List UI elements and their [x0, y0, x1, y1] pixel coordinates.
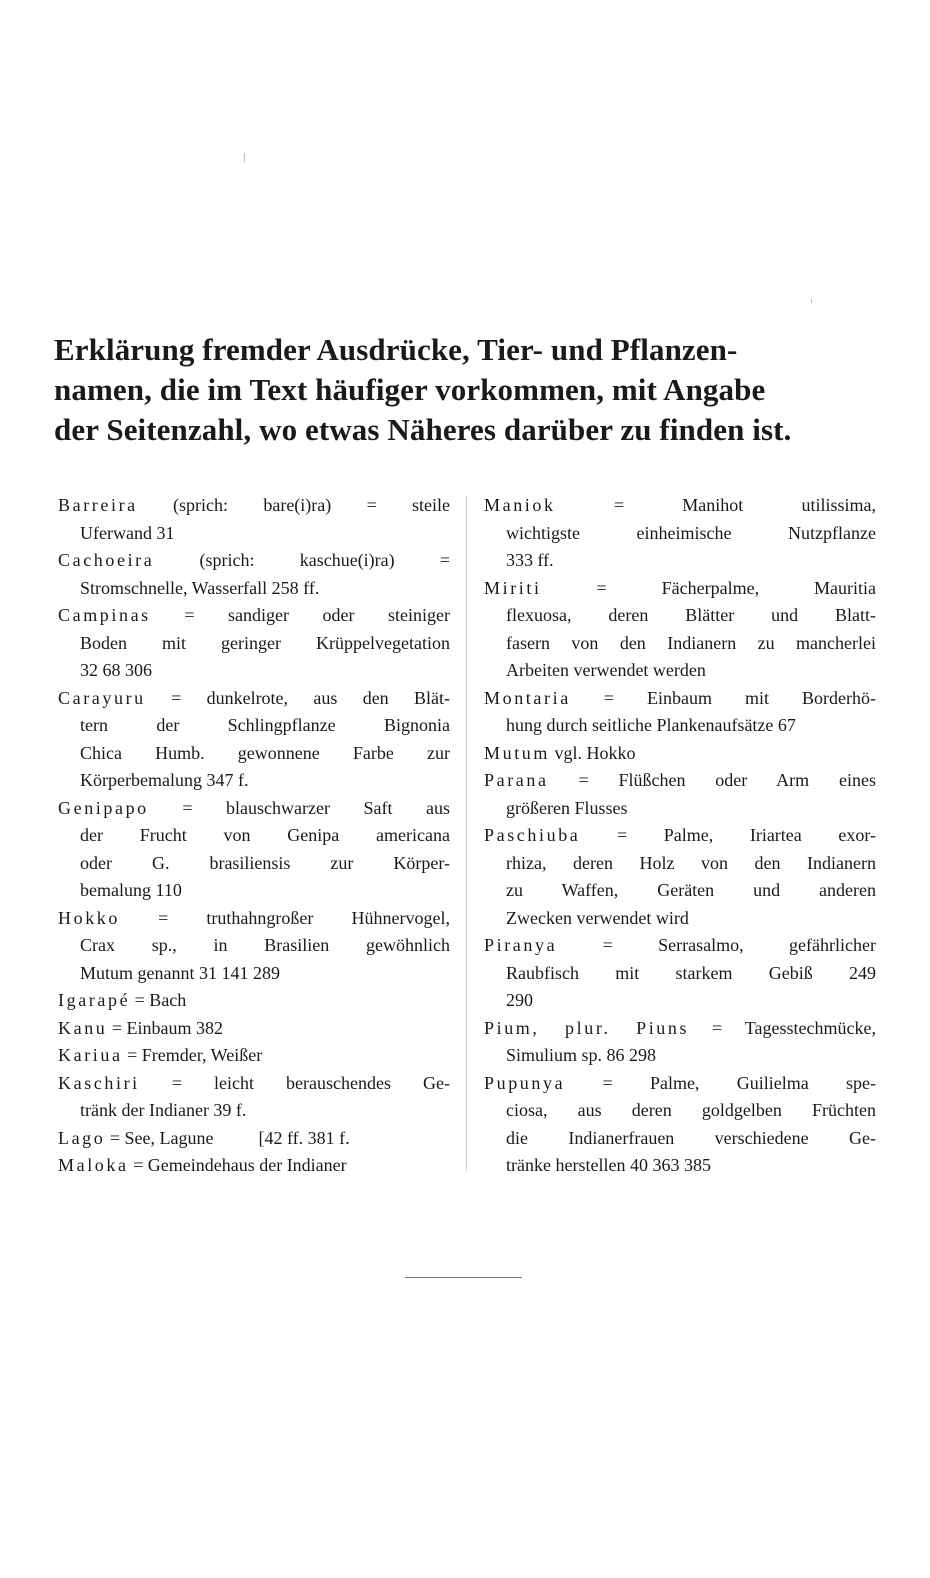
- glossary-term: Cachoeira: [58, 550, 155, 570]
- glossary-term: Parana: [484, 770, 549, 790]
- glossary-definition: = Fächerpalme, Mauritia: [541, 577, 876, 598]
- glossary-continuation-line: Arbeiten verwendet werden: [506, 660, 706, 680]
- glossary-definition: = Einbaum 382: [107, 1017, 224, 1038]
- glossary-continuation-line: zu Waffen, Geräten und anderen: [506, 880, 876, 900]
- glossary-left-column: [58, 492, 450, 1180]
- glossary-continuation-line: Stromschnelle, Wasserfall 258 ff.: [80, 577, 320, 598]
- glossary-continuation-line: hung durch seitliche Plankenaufsätze 67: [506, 715, 796, 735]
- footer-rule: [405, 1277, 522, 1278]
- glossary-continuation-line: Körperbemalung 347 f.: [80, 770, 249, 790]
- glossary-term: Lago: [58, 1127, 106, 1148]
- glossary-term: Carayuru: [58, 687, 146, 708]
- glossary-right-column: [484, 492, 876, 1180]
- glossary-entry: [484, 822, 876, 932]
- glossary-term: Piranya: [484, 935, 558, 955]
- glossary-term: Kanu: [58, 1017, 108, 1038]
- glossary-term: Genipapo: [58, 797, 149, 818]
- heading-line: namen, die im Text häufiger vorkommen, mit Angabe: [54, 372, 766, 407]
- glossary-entry: [58, 492, 450, 547]
- glossary-entry-line: [484, 740, 876, 768]
- glossary-definition: = blauschwarzer Saft aus: [148, 797, 450, 818]
- glossary-continuation-line: Boden mit geringer Krüppelvegetation: [80, 632, 450, 653]
- glossary-continuation-line: Raubfisch mit starkem Gebiß 249: [506, 962, 876, 983]
- glossary-entry: [58, 547, 450, 602]
- glossary-definition: = Einbaum mit Borderhö-: [570, 687, 876, 708]
- glossary-continuation-line: rhiza, deren Holz von den Indianern: [506, 852, 876, 873]
- glossary-term: Maloka: [58, 1155, 129, 1175]
- glossary-definition: = Bach: [130, 990, 187, 1010]
- glossary-entry: [58, 905, 450, 988]
- glossary-term: Barreira: [58, 495, 138, 515]
- glossary-definition: = Serrasalmo, gefährlicher: [557, 935, 876, 955]
- glossary-entry-line: [58, 492, 450, 520]
- glossary-continuation-line: tränk der Indianer 39 f.: [80, 1100, 247, 1120]
- glossary-entry-line: [484, 685, 876, 713]
- glossary-continuation-line: Crax sp., in Brasilien gewöhnlich: [80, 935, 450, 955]
- glossary-entry: [58, 685, 450, 795]
- glossary-entry-line: [58, 1070, 450, 1098]
- glossary-entry: [484, 740, 876, 768]
- glossary-definition: = Tagesstechmücke,: [689, 1017, 876, 1038]
- glossary-entry-line: [58, 1125, 450, 1153]
- glossary-term: Montaria: [484, 687, 571, 708]
- glossary-term: Kaschiri: [58, 1072, 140, 1093]
- glossary-continuation-line: Simulium sp. 86 298: [506, 1045, 657, 1065]
- glossary-definition: = leicht berauschendes Ge-: [139, 1072, 450, 1093]
- glossary-term: Miriti: [484, 577, 542, 598]
- glossary-term: Paschiuba: [484, 825, 581, 845]
- glossary-continuation-line: oder G. brasiliensis zur Körper-: [80, 852, 450, 873]
- glossary-entry: [484, 932, 876, 1015]
- glossary-entry: [484, 685, 876, 740]
- heading-line: Erklärung fremder Ausdrücke, Tier- und Pflanzen-: [54, 332, 738, 367]
- glossary-definition: = sandiger oder steiniger: [150, 605, 450, 625]
- glossary-entry: [58, 1070, 450, 1125]
- glossary-entry-line: [484, 492, 876, 520]
- glossary-definition: (sprich: kaschue(i)ra) =: [154, 550, 450, 570]
- glossary-entry: [58, 1015, 450, 1043]
- glossary-continuation-line: der Frucht von Genipa americana: [80, 825, 450, 845]
- glossary-entry-line: [58, 905, 450, 933]
- glossary-term: Campinas: [58, 605, 151, 625]
- glossary-entry-line: [58, 602, 450, 630]
- glossary-definition: = Flüßchen oder Arm eines: [548, 770, 876, 790]
- glossary-entry-line: [484, 1070, 876, 1098]
- glossary-term: Pupunya: [484, 1072, 566, 1093]
- glossary-term: Kariua: [58, 1045, 123, 1065]
- glossary-entry-line: [58, 1015, 450, 1043]
- glossary-definition: vgl. Hokko: [550, 742, 636, 763]
- glossary-entry-line: [484, 822, 876, 850]
- glossary-definition: = See, Lagune [42 ff. 381 f.: [105, 1127, 350, 1148]
- glossary-entry-line: [58, 1152, 450, 1180]
- glossary-entry-line: [58, 1042, 450, 1070]
- glossary-term: Igarapé: [58, 990, 131, 1010]
- glossary-definition: = Gemeindehaus der Indianer: [128, 1155, 347, 1175]
- glossary-definition: = Fremder, Weißer: [122, 1045, 263, 1065]
- glossary-term: Maniok: [484, 495, 556, 515]
- glossary-continuation-line: bemalung 110: [80, 880, 182, 900]
- glossary-entry: [484, 492, 876, 575]
- glossary-continuation-line: Uferwand 31: [80, 522, 175, 543]
- glossary-continuation-line: wichtigste einheimische Nutzpflanze: [506, 522, 876, 543]
- glossary-entry-line: [484, 767, 876, 795]
- glossary-continuation-line: 333 ff.: [506, 550, 554, 570]
- glossary-term: Hokko: [58, 907, 120, 928]
- glossary-entry-line: [58, 795, 450, 823]
- glossary-continuation-line: größeren Flusses: [506, 797, 628, 818]
- glossary-definition: (sprich: bare(i)ra) = steile: [137, 495, 450, 515]
- glossary-entry: [58, 1042, 450, 1070]
- glossary-continuation-line: 32 68 306: [80, 660, 152, 680]
- glossary-continuation-line: die Indianerfrauen verschiedene Ge-: [506, 1127, 876, 1148]
- glossary-entry-line: [484, 575, 876, 603]
- glossary-entry: [484, 1070, 876, 1180]
- heading-line: der Seitenzahl, wo etwas Näheres darüber zu finden ist.: [54, 412, 792, 447]
- margin-tick-mark: [244, 153, 245, 162]
- glossary-entry-line: [484, 1015, 876, 1043]
- glossary-continuation-line: tern der Schlingpflanze Bignonia: [80, 715, 450, 735]
- page-heading: [54, 330, 884, 450]
- glossary-continuation-line: 290: [506, 990, 533, 1010]
- glossary-definition: = Palme, Iriartea exor-: [580, 825, 876, 845]
- glossary-entry-line: [58, 547, 450, 575]
- glossary-entry-line: [484, 932, 876, 960]
- glossary-entry: [58, 1125, 450, 1153]
- glossary-definition: = Manihot utilissima,: [555, 495, 876, 515]
- glossary-continuation-line: ciosa, aus deren goldgelben Früchten: [506, 1100, 876, 1120]
- glossary-entry-line: [58, 987, 450, 1015]
- glossary-continuation-line: Mutum genannt 31 141 289: [80, 962, 280, 983]
- glossary-definition: = truthahngroßer Hühnervogel,: [120, 907, 450, 928]
- glossary-entry-line: [58, 685, 450, 713]
- margin-tick-mark: [811, 299, 812, 303]
- glossary-entry: [58, 987, 450, 1015]
- glossary-continuation-line: flexuosa, deren Blätter und Blatt-: [506, 605, 876, 625]
- glossary-continuation-line: Chica Humb. gewonnene Farbe zur: [80, 742, 450, 763]
- glossary-entry: [484, 1015, 876, 1070]
- glossary-term: Pium, plur. Piuns: [484, 1017, 690, 1038]
- glossary-entry: [58, 1152, 450, 1180]
- glossary-entry: [58, 795, 450, 905]
- glossary-definition: = dunkelrote, aus den Blät-: [145, 687, 450, 708]
- glossary-term: Mutum: [484, 742, 551, 763]
- glossary-entry: [484, 767, 876, 822]
- column-divider: [466, 496, 467, 1171]
- glossary-entry: [484, 575, 876, 685]
- glossary-entry: [58, 602, 450, 685]
- glossary-continuation-line: Zwecken verwendet wird: [506, 907, 689, 928]
- glossary-definition: = Palme, Guilielma spe-: [565, 1072, 876, 1093]
- glossary-continuation-line: tränke herstellen 40 363 385: [506, 1155, 711, 1175]
- glossary-continuation-line: fasern von den Indianern zu mancherlei: [506, 632, 876, 653]
